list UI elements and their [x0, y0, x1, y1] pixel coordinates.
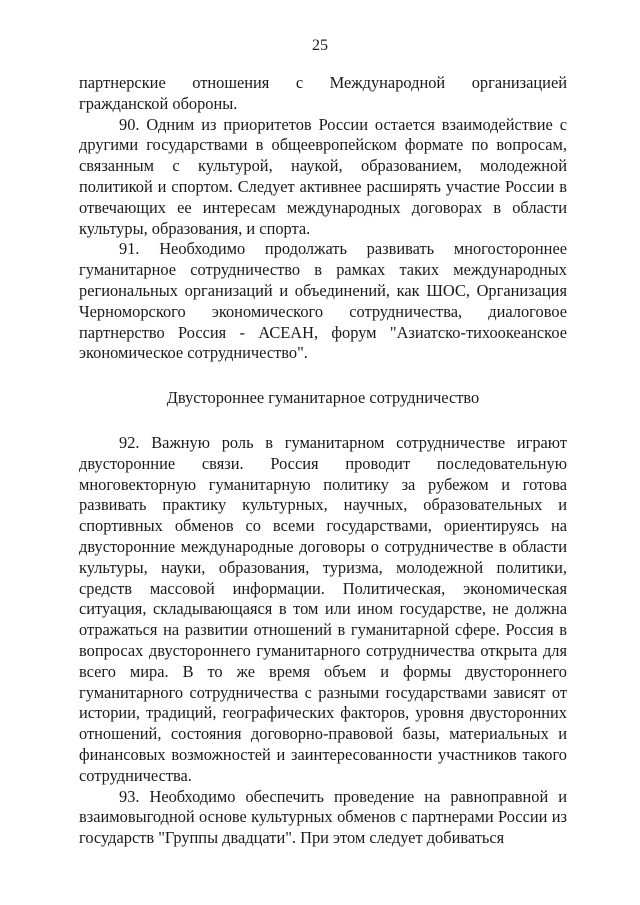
section-heading: Двустороннее гуманитарное сотрудничество — [166, 388, 480, 408]
paragraph-90: 90. Одним из приоритетов России остается взаимодействие с другими государствами в общеевропейском формате по вопросам, связанным с культурой, наукой, образованием, молодежной политикой и спортом. Следует активнее расширять участие России в отвечающих ее интересам международных договорах в области культуры, образования, и спорта. — [79, 114, 567, 238]
document-body — [79, 73, 567, 849]
paragraph-92: 92. Важную роль в гуманитарном сотрудничестве играют двусторонние связи. Россия проводит последовательную многовекторную гуманитарную политику за рубежом и готова развивать практику культурных, научных, образовательных и спортивных обменов со всеми государствами, ориентируясь на двусторонние международные договоры о сотрудничестве в области культуры, науки, образования, туризма, молодежной политики, средств массовой информации. Политическая, экономическая ситуация, складывающаяся в том или ином государстве, не должна отражаться на развитии отношений в гуманитарной сфере. Россия в вопросах двустороннего гуманитарного сотрудничества открыта для всего мира. В то же время объем и формы двустороннего гуманитарного сотрудничества с разными государствами зависят от истории, традиций, географических факторов, уровня двусторонних отношений, состояния договорно-правовой базы, материальных и финансовых возможностей и заинтересованности участников такого сотрудничества. — [79, 432, 567, 785]
paragraph-93: 93. Необходимо обеспечить проведение на равноправной и взаимовыгодной основе культурных обменов с партнерами России из государств "Группы двадцати". При этом следует добиваться — [79, 786, 567, 848]
paragraph-continuation: партнерские отношения с Международной организацией гражданской обороны. — [79, 73, 567, 113]
paragraph-91: 91. Необходимо продолжать развивать многостороннее гуманитарное сотрудничество в рамках таких международных региональных организаций и объединений, как ШОС, Организация Черноморского экономического сотрудничества, диалоговое партнерство Россия - АСЕАН, форум "Азиатско-тихоокеанское экономическое сотрудничество". — [79, 239, 567, 363]
page-number: 25 — [312, 37, 328, 54]
